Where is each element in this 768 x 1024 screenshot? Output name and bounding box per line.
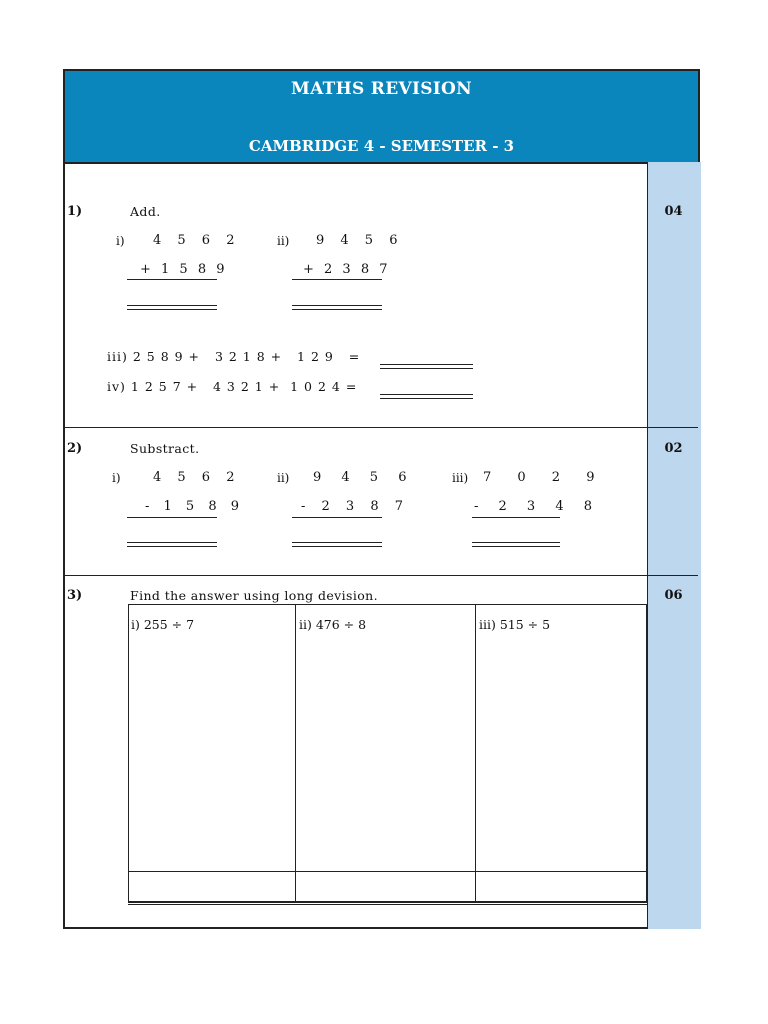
worksheet xyxy=(63,69,700,929)
division-answer-row xyxy=(129,871,646,872)
q1-number: 1) xyxy=(67,204,83,219)
q1-marks: 04 xyxy=(664,204,683,219)
q1-instruction: Add. xyxy=(130,204,161,219)
q2-i-label: i) xyxy=(112,471,121,485)
q3-marks: 06 xyxy=(664,588,683,603)
q2-ii-bottom: - 2 3 8 7 xyxy=(301,499,410,514)
q1-i-answer-line xyxy=(127,305,217,310)
worksheet-title: MATHS REVISION xyxy=(291,79,472,99)
q1-ii-top: 9 4 5 6 xyxy=(316,233,404,248)
q1-i-label: i) xyxy=(116,234,125,248)
division-col-divider xyxy=(295,605,296,901)
q2-iii-top: 7 0 2 9 xyxy=(483,470,606,485)
q2-ii-sub-line xyxy=(292,517,382,518)
q1-iii-expression: iii) 2 5 8 9 + 3 2 1 8 + 1 2 9 = xyxy=(107,349,361,364)
long-division-table xyxy=(128,604,647,902)
q1-i-sum-line xyxy=(127,279,217,280)
division-col-divider xyxy=(475,605,476,901)
marks-column xyxy=(647,162,701,929)
q1-iii-answer-line xyxy=(380,364,473,369)
q3-number: 3) xyxy=(67,588,83,603)
division-answer-underline xyxy=(128,902,647,905)
q2-i-sub-line xyxy=(127,517,217,518)
q1-ii-sum-line xyxy=(292,279,382,280)
worksheet-subtitle: CAMBRIDGE 4 - SEMESTER - 3 xyxy=(248,137,515,155)
q1-ii-label: ii) xyxy=(277,234,290,248)
q1-ii-bottom: + 2 3 8 7 xyxy=(303,262,391,277)
q2-ii-answer-line xyxy=(292,542,382,547)
q1-i-top: 4 5 6 2 xyxy=(153,233,241,248)
q2-iii-label: iii) xyxy=(452,471,469,485)
division-problem-2: ii) 476 ÷ 8 xyxy=(299,617,367,632)
q2-marks: 02 xyxy=(664,441,683,456)
q2-i-top: 4 5 6 2 xyxy=(153,470,241,485)
q2-instruction: Substract. xyxy=(130,441,200,456)
header-banner xyxy=(65,71,698,164)
q2-i-answer-line xyxy=(127,542,217,547)
q2-ii-top: 9 4 5 6 xyxy=(313,470,415,485)
q1-iv-expression: iv) 1 2 5 7 + 4 3 2 1 + 1 0 2 4 = xyxy=(107,379,358,394)
q1-q2-separator xyxy=(65,427,698,428)
q3-instruction: Find the answer using long devision. xyxy=(130,588,378,603)
q1-ii-answer-line xyxy=(292,305,382,310)
division-problem-3: iii) 515 ÷ 5 xyxy=(479,617,551,632)
q2-iii-bottom: - 2 3 4 8 xyxy=(474,499,601,514)
q2-iii-sub-line xyxy=(472,517,560,518)
q1-iv-answer-line xyxy=(380,394,473,399)
q2-i-bottom: - 1 5 8 9 xyxy=(145,499,245,514)
q2-q3-separator xyxy=(65,575,698,576)
q1-i-bottom: + 1 5 8 9 xyxy=(140,262,228,277)
q2-iii-answer-line xyxy=(472,542,560,547)
q2-ii-label: ii) xyxy=(277,471,290,485)
division-problem-1: i) 255 ÷ 7 xyxy=(131,617,195,632)
q2-number: 2) xyxy=(67,441,83,456)
